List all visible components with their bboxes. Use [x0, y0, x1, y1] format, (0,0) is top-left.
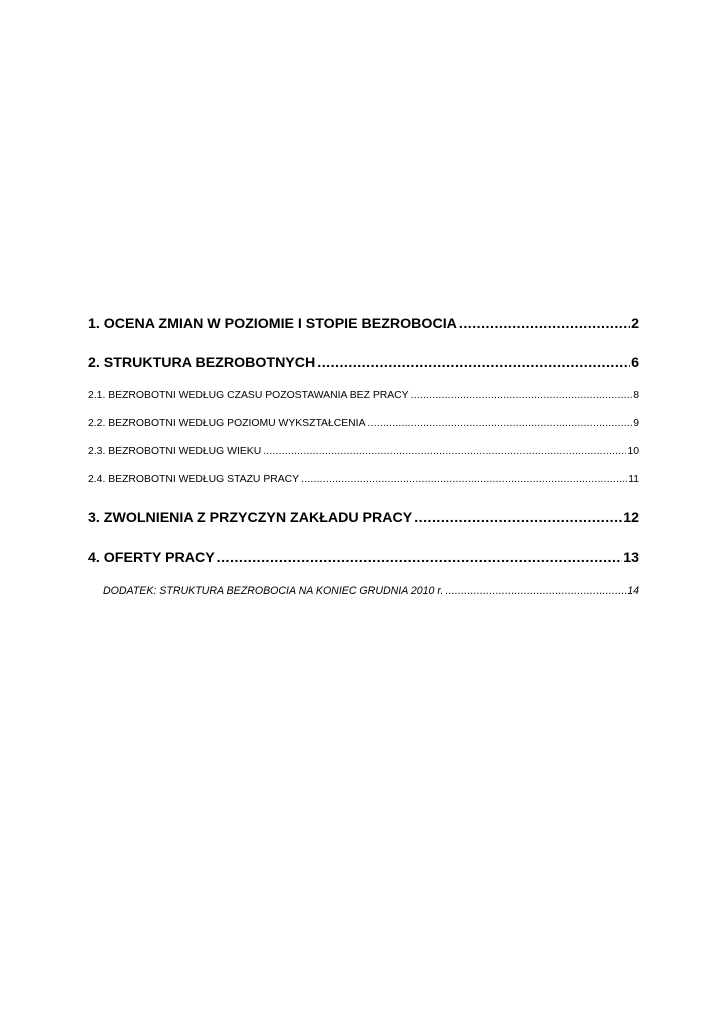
- toc-entry-page: 11: [628, 474, 639, 485]
- toc-entry-appendix[interactable]: [103, 585, 639, 600]
- dot-leader: [317, 355, 630, 371]
- toc-entry-page: 6: [631, 355, 639, 371]
- toc-entry-title: 4. OFERTY PRACY: [88, 550, 215, 566]
- toc-entry-page: 12: [623, 510, 639, 526]
- toc-entry-4[interactable]: [88, 550, 639, 570]
- toc-entry-title: 2. STRUKTURA BEZROBOTNYCH: [88, 355, 316, 371]
- dot-leader: [414, 510, 622, 526]
- toc-entry-1[interactable]: [88, 316, 639, 336]
- toc-entry-page: 9: [633, 418, 639, 429]
- toc-entry-title: 2.3. BEZROBOTNI WEDŁUG WIEKU: [88, 446, 262, 457]
- toc-entry-title: 2.4. BEZROBOTNI WEDŁUG STAŻU PRACY: [88, 474, 300, 485]
- toc-entry-page: 13: [623, 550, 639, 566]
- toc-entry-page: 8: [633, 390, 639, 401]
- toc-entry-2-1[interactable]: [88, 390, 639, 405]
- toc-entry-2-3[interactable]: [88, 446, 639, 461]
- dot-leader: [368, 418, 633, 429]
- toc-entry-title: 3. ZWOLNIENIA Z PRZYCZYN ZAKŁADU PRACY: [88, 510, 413, 526]
- dot-leader: [445, 585, 626, 597]
- toc-entry-title: DODATEK: STRUKTURA BEZROBOCIA NA KONIEC GRUDNIA 2010 r.: [103, 585, 444, 597]
- toc-entry-2[interactable]: [88, 355, 639, 375]
- dot-leader: [217, 550, 623, 566]
- toc-entry-page: 10: [627, 446, 639, 457]
- toc-entry-page: 2: [631, 316, 639, 332]
- toc-entry-3[interactable]: [88, 510, 639, 530]
- toc-entry-title: 2.1. BEZROBOTNI WEDŁUG CZASU POZOSTAWANIA BEZ PRACY: [88, 390, 409, 401]
- toc-entry-2-2[interactable]: [88, 418, 639, 433]
- toc-entry-title: 1. OCENA ZMIAN W POZIOMIE I STOPIE BEZROBOCIA: [88, 316, 457, 332]
- dot-leader: [263, 446, 626, 457]
- dot-leader: [301, 474, 627, 485]
- toc-entry-page: 14: [627, 585, 639, 597]
- dot-leader: [459, 316, 630, 332]
- dot-leader: [411, 390, 633, 401]
- toc-entry-2-4[interactable]: [88, 474, 639, 489]
- toc-entry-title: 2.2. BEZROBOTNI WEDŁUG POZIOMU WYKSZTAŁCENIA: [88, 418, 366, 429]
